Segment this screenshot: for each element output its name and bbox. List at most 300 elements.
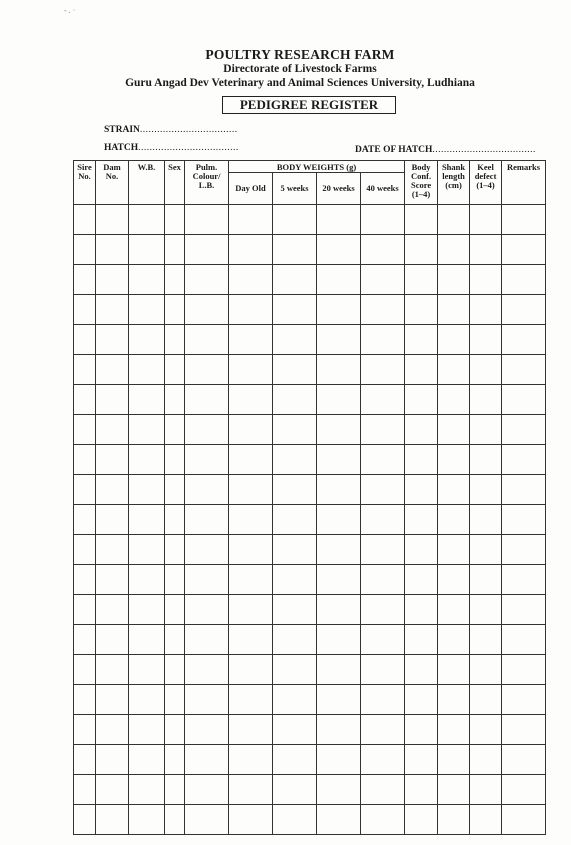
table-row bbox=[74, 265, 546, 295]
table-cell[interactable] bbox=[405, 295, 438, 325]
table-cell[interactable] bbox=[361, 655, 405, 685]
table-cell[interactable] bbox=[96, 595, 129, 625]
table-cell[interactable] bbox=[502, 475, 546, 505]
table-cell[interactable] bbox=[438, 505, 470, 535]
table-cell[interactable] bbox=[317, 505, 361, 535]
table-cell[interactable] bbox=[502, 685, 546, 715]
table-cell[interactable] bbox=[165, 505, 185, 535]
table-cell[interactable] bbox=[502, 745, 546, 775]
table-cell[interactable] bbox=[229, 205, 273, 235]
table-cell[interactable] bbox=[438, 655, 470, 685]
table-cell[interactable] bbox=[317, 805, 361, 835]
table-cell[interactable] bbox=[185, 415, 229, 445]
table-cell[interactable] bbox=[361, 325, 405, 355]
hatch-label: HATCH bbox=[104, 143, 139, 153]
table-cell[interactable] bbox=[74, 565, 96, 595]
table-cell[interactable] bbox=[470, 325, 502, 355]
table-cell[interactable] bbox=[470, 655, 502, 685]
table-cell[interactable] bbox=[165, 685, 185, 715]
table-cell[interactable] bbox=[229, 265, 273, 295]
table-cell[interactable] bbox=[74, 685, 96, 715]
table-cell[interactable] bbox=[129, 805, 165, 835]
table-cell[interactable] bbox=[438, 265, 470, 295]
table-cell[interactable] bbox=[165, 715, 185, 745]
table-cell[interactable] bbox=[229, 805, 273, 835]
table-cell[interactable] bbox=[273, 235, 317, 265]
table-cell[interactable] bbox=[317, 775, 361, 805]
table-cell[interactable] bbox=[96, 535, 129, 565]
table-cell[interactable] bbox=[361, 415, 405, 445]
table-cell[interactable] bbox=[438, 325, 470, 355]
table-cell[interactable] bbox=[273, 295, 317, 325]
table-cell[interactable] bbox=[470, 775, 502, 805]
table-cell[interactable] bbox=[96, 805, 129, 835]
table-cell[interactable] bbox=[438, 745, 470, 775]
table-row bbox=[74, 445, 546, 475]
strain-field[interactable] bbox=[104, 125, 238, 135]
table-cell[interactable] bbox=[361, 715, 405, 745]
table-cell[interactable] bbox=[129, 295, 165, 325]
table-cell[interactable] bbox=[317, 445, 361, 475]
table-cell[interactable] bbox=[96, 205, 129, 235]
table-cell[interactable] bbox=[185, 325, 229, 355]
table-cell[interactable] bbox=[74, 745, 96, 775]
table-cell[interactable] bbox=[185, 805, 229, 835]
table-cell[interactable] bbox=[74, 415, 96, 445]
table-cell[interactable] bbox=[74, 505, 96, 535]
table-cell[interactable] bbox=[317, 565, 361, 595]
table-cell[interactable] bbox=[317, 655, 361, 685]
table-cell[interactable] bbox=[74, 805, 96, 835]
col-shank-length: Shank length (cm) bbox=[438, 161, 470, 205]
table-cell[interactable] bbox=[229, 445, 273, 475]
table-cell[interactable] bbox=[185, 685, 229, 715]
table-row bbox=[74, 775, 546, 805]
table-cell[interactable] bbox=[129, 415, 165, 445]
col-remarks: Remarks bbox=[502, 161, 546, 205]
table-cell[interactable] bbox=[361, 295, 405, 325]
table-cell[interactable] bbox=[273, 535, 317, 565]
table-cell[interactable] bbox=[229, 385, 273, 415]
table-cell[interactable] bbox=[317, 715, 361, 745]
table-cell[interactable] bbox=[273, 205, 317, 235]
table-cell[interactable] bbox=[185, 655, 229, 685]
table-cell[interactable] bbox=[129, 505, 165, 535]
table-cell[interactable] bbox=[185, 205, 229, 235]
table-cell[interactable] bbox=[405, 205, 438, 235]
table-cell[interactable] bbox=[129, 265, 165, 295]
table-cell[interactable] bbox=[165, 775, 185, 805]
table-cell[interactable] bbox=[317, 265, 361, 295]
table-cell[interactable] bbox=[165, 565, 185, 595]
table-cell[interactable] bbox=[129, 745, 165, 775]
table-cell[interactable] bbox=[405, 265, 438, 295]
table-cell[interactable] bbox=[96, 685, 129, 715]
table-cell[interactable] bbox=[74, 385, 96, 415]
table-cell[interactable] bbox=[129, 235, 165, 265]
table-row bbox=[74, 715, 546, 745]
table-cell[interactable] bbox=[502, 595, 546, 625]
table-cell[interactable] bbox=[361, 505, 405, 535]
table-cell[interactable] bbox=[96, 295, 129, 325]
table-cell[interactable] bbox=[438, 445, 470, 475]
table-cell[interactable] bbox=[470, 745, 502, 775]
table-cell[interactable] bbox=[317, 205, 361, 235]
table-cell[interactable] bbox=[405, 325, 438, 355]
table-cell[interactable] bbox=[502, 565, 546, 595]
table-cell[interactable] bbox=[317, 685, 361, 715]
col-sex: Sex bbox=[165, 161, 185, 205]
table-cell[interactable] bbox=[405, 235, 438, 265]
table-cell[interactable] bbox=[165, 445, 185, 475]
table-cell[interactable] bbox=[361, 595, 405, 625]
table-cell[interactable] bbox=[405, 355, 438, 385]
table-cell[interactable] bbox=[438, 595, 470, 625]
table-cell[interactable] bbox=[273, 715, 317, 745]
table-cell[interactable] bbox=[438, 685, 470, 715]
table-cell[interactable] bbox=[361, 475, 405, 505]
table-cell[interactable] bbox=[317, 535, 361, 565]
table-cell[interactable] bbox=[129, 625, 165, 655]
table-cell[interactable] bbox=[96, 745, 129, 775]
date-of-hatch-field[interactable] bbox=[355, 145, 536, 155]
table-row bbox=[74, 535, 546, 565]
table-cell[interactable] bbox=[502, 805, 546, 835]
table-cell[interactable] bbox=[502, 535, 546, 565]
table-cell[interactable] bbox=[361, 775, 405, 805]
table-cell[interactable] bbox=[317, 325, 361, 355]
table-cell[interactable] bbox=[405, 625, 438, 655]
table-cell[interactable] bbox=[273, 595, 317, 625]
table-cell[interactable] bbox=[273, 445, 317, 475]
table-cell[interactable] bbox=[229, 475, 273, 505]
table-cell[interactable] bbox=[470, 265, 502, 295]
table-cell[interactable] bbox=[273, 265, 317, 295]
table-cell[interactable] bbox=[273, 475, 317, 505]
table-cell[interactable] bbox=[185, 355, 229, 385]
table-cell[interactable] bbox=[165, 235, 185, 265]
table-cell[interactable] bbox=[96, 625, 129, 655]
table-cell[interactable] bbox=[470, 355, 502, 385]
table-cell[interactable] bbox=[185, 535, 229, 565]
table-cell[interactable] bbox=[361, 385, 405, 415]
table-cell[interactable] bbox=[273, 625, 317, 655]
table-cell[interactable] bbox=[502, 235, 546, 265]
table-cell[interactable] bbox=[129, 475, 165, 505]
strain-label: STRAIN bbox=[104, 125, 140, 135]
table-cell[interactable] bbox=[129, 685, 165, 715]
table-cell[interactable] bbox=[405, 415, 438, 445]
table-cell[interactable] bbox=[185, 265, 229, 295]
table-cell[interactable] bbox=[129, 595, 165, 625]
table-cell[interactable] bbox=[129, 565, 165, 595]
table-cell[interactable] bbox=[185, 505, 229, 535]
table-cell[interactable] bbox=[229, 535, 273, 565]
table-cell[interactable] bbox=[361, 355, 405, 385]
table-cell[interactable] bbox=[165, 655, 185, 685]
table-cell[interactable] bbox=[229, 775, 273, 805]
table-cell[interactable] bbox=[361, 445, 405, 475]
table-cell[interactable] bbox=[185, 715, 229, 745]
table-cell[interactable] bbox=[129, 445, 165, 475]
table-cell[interactable] bbox=[470, 565, 502, 595]
table-row bbox=[74, 355, 546, 385]
table-cell[interactable] bbox=[405, 505, 438, 535]
table-cell[interactable] bbox=[273, 805, 317, 835]
table-cell[interactable] bbox=[74, 265, 96, 295]
table-cell[interactable] bbox=[438, 475, 470, 505]
table-cell[interactable] bbox=[74, 475, 96, 505]
table-cell[interactable] bbox=[229, 565, 273, 595]
table-cell[interactable] bbox=[470, 385, 502, 415]
table-cell[interactable] bbox=[361, 535, 405, 565]
table-cell[interactable] bbox=[96, 385, 129, 415]
table-cell[interactable] bbox=[405, 805, 438, 835]
table-row bbox=[74, 625, 546, 655]
table-cell[interactable] bbox=[438, 205, 470, 235]
table-cell[interactable] bbox=[165, 355, 185, 385]
table-row bbox=[74, 595, 546, 625]
table-cell[interactable] bbox=[129, 205, 165, 235]
table-cell[interactable] bbox=[405, 595, 438, 625]
table-cell[interactable] bbox=[229, 655, 273, 685]
table-cell[interactable] bbox=[502, 205, 546, 235]
table-cell[interactable] bbox=[361, 565, 405, 595]
table-cell[interactable] bbox=[165, 535, 185, 565]
table-cell[interactable] bbox=[229, 685, 273, 715]
table-cell[interactable] bbox=[273, 415, 317, 445]
table-cell[interactable] bbox=[185, 775, 229, 805]
table-cell[interactable] bbox=[129, 715, 165, 745]
table-cell[interactable] bbox=[438, 625, 470, 655]
table-cell[interactable] bbox=[470, 445, 502, 475]
col-40-weeks: 40 weeks bbox=[361, 173, 405, 205]
table-cell[interactable] bbox=[361, 745, 405, 775]
table-cell[interactable] bbox=[273, 505, 317, 535]
table-cell[interactable] bbox=[502, 355, 546, 385]
table-cell[interactable] bbox=[438, 355, 470, 385]
table-cell[interactable] bbox=[96, 415, 129, 445]
table-cell[interactable] bbox=[74, 205, 96, 235]
col-body-weights: BODY WEIGHTS (g) bbox=[229, 161, 405, 173]
table-cell[interactable] bbox=[185, 235, 229, 265]
table-cell[interactable] bbox=[438, 385, 470, 415]
table-cell[interactable] bbox=[96, 715, 129, 745]
table-cell[interactable] bbox=[405, 685, 438, 715]
table-cell[interactable] bbox=[273, 655, 317, 685]
table-cell[interactable] bbox=[317, 235, 361, 265]
table-cell[interactable] bbox=[74, 355, 96, 385]
table-cell[interactable] bbox=[502, 655, 546, 685]
table-cell[interactable] bbox=[470, 805, 502, 835]
table-cell[interactable] bbox=[470, 595, 502, 625]
table-cell[interactable] bbox=[361, 235, 405, 265]
table-cell[interactable] bbox=[229, 325, 273, 355]
table-cell[interactable] bbox=[405, 535, 438, 565]
table-cell[interactable] bbox=[96, 355, 129, 385]
table-cell[interactable] bbox=[438, 565, 470, 595]
table-cell[interactable] bbox=[185, 625, 229, 655]
table-cell[interactable] bbox=[361, 625, 405, 655]
table-cell[interactable] bbox=[74, 235, 96, 265]
table-cell[interactable] bbox=[502, 715, 546, 745]
table-cell[interactable] bbox=[165, 265, 185, 295]
table-cell[interactable] bbox=[438, 415, 470, 445]
table-cell[interactable] bbox=[405, 715, 438, 745]
table-row bbox=[74, 685, 546, 715]
table-cell[interactable] bbox=[129, 385, 165, 415]
table-cell[interactable] bbox=[129, 355, 165, 385]
table-cell[interactable] bbox=[229, 295, 273, 325]
table-cell[interactable] bbox=[361, 685, 405, 715]
table-cell[interactable] bbox=[165, 805, 185, 835]
table-cell[interactable] bbox=[96, 445, 129, 475]
table-cell[interactable] bbox=[96, 475, 129, 505]
table-cell[interactable] bbox=[317, 385, 361, 415]
table-cell[interactable] bbox=[405, 775, 438, 805]
table-cell[interactable] bbox=[502, 505, 546, 535]
table-row bbox=[74, 235, 546, 265]
table-cell[interactable] bbox=[74, 295, 96, 325]
table-cell[interactable] bbox=[317, 595, 361, 625]
table-cell[interactable] bbox=[273, 565, 317, 595]
table-cell[interactable] bbox=[317, 295, 361, 325]
table-cell[interactable] bbox=[185, 385, 229, 415]
table-cell[interactable] bbox=[129, 655, 165, 685]
table-cell[interactable] bbox=[438, 535, 470, 565]
table-cell[interactable] bbox=[74, 325, 96, 355]
table-cell[interactable] bbox=[74, 535, 96, 565]
table-cell[interactable] bbox=[273, 775, 317, 805]
table-cell[interactable] bbox=[74, 655, 96, 685]
table-cell[interactable] bbox=[96, 235, 129, 265]
table-cell[interactable] bbox=[165, 295, 185, 325]
strain-dots: .................................. bbox=[139, 125, 238, 135]
table-cell[interactable] bbox=[273, 745, 317, 775]
table-cell[interactable] bbox=[438, 805, 470, 835]
table-cell[interactable] bbox=[185, 295, 229, 325]
table-cell[interactable] bbox=[361, 805, 405, 835]
table-cell[interactable] bbox=[502, 295, 546, 325]
table-cell[interactable] bbox=[470, 505, 502, 535]
table-cell[interactable] bbox=[273, 325, 317, 355]
table-cell[interactable] bbox=[317, 625, 361, 655]
table-cell[interactable] bbox=[229, 715, 273, 745]
table-cell[interactable] bbox=[405, 565, 438, 595]
table-cell[interactable] bbox=[165, 325, 185, 355]
table-cell[interactable] bbox=[165, 205, 185, 235]
table-cell[interactable] bbox=[185, 475, 229, 505]
table-cell[interactable] bbox=[317, 475, 361, 505]
table-cell[interactable] bbox=[96, 775, 129, 805]
table-cell[interactable] bbox=[405, 745, 438, 775]
table-cell[interactable] bbox=[74, 775, 96, 805]
table-cell[interactable] bbox=[165, 745, 185, 775]
table-row bbox=[74, 325, 546, 355]
table-cell[interactable] bbox=[405, 475, 438, 505]
table-cell[interactable] bbox=[229, 235, 273, 265]
table-cell[interactable] bbox=[74, 715, 96, 745]
table-cell[interactable] bbox=[96, 265, 129, 295]
table-cell[interactable] bbox=[438, 715, 470, 745]
table-cell[interactable] bbox=[502, 625, 546, 655]
table-cell[interactable] bbox=[96, 565, 129, 595]
table-cell[interactable] bbox=[185, 745, 229, 775]
table-cell[interactable] bbox=[361, 205, 405, 235]
table-cell[interactable] bbox=[165, 625, 185, 655]
table-cell[interactable] bbox=[185, 595, 229, 625]
table-cell[interactable] bbox=[273, 355, 317, 385]
table-cell[interactable] bbox=[405, 445, 438, 475]
table-cell[interactable] bbox=[502, 775, 546, 805]
table-cell[interactable] bbox=[502, 445, 546, 475]
table-cell[interactable] bbox=[470, 475, 502, 505]
table-cell[interactable] bbox=[502, 265, 546, 295]
col-wb: W.B. bbox=[129, 161, 165, 205]
table-cell[interactable] bbox=[470, 205, 502, 235]
table-cell[interactable] bbox=[470, 295, 502, 325]
table-cell[interactable] bbox=[502, 415, 546, 445]
table-cell[interactable] bbox=[470, 685, 502, 715]
table-cell[interactable] bbox=[96, 325, 129, 355]
table-cell[interactable] bbox=[96, 655, 129, 685]
table-cell[interactable] bbox=[185, 565, 229, 595]
table-row bbox=[74, 745, 546, 775]
table-cell[interactable] bbox=[229, 355, 273, 385]
table-cell[interactable] bbox=[273, 385, 317, 415]
table-cell[interactable] bbox=[185, 445, 229, 475]
table-cell[interactable] bbox=[317, 415, 361, 445]
table-cell[interactable] bbox=[129, 775, 165, 805]
table-cell[interactable] bbox=[470, 415, 502, 445]
table-cell[interactable] bbox=[470, 625, 502, 655]
table-cell[interactable] bbox=[273, 685, 317, 715]
table-cell[interactable] bbox=[438, 235, 470, 265]
table-cell[interactable] bbox=[470, 535, 502, 565]
table-cell[interactable] bbox=[129, 325, 165, 355]
table-cell[interactable] bbox=[165, 475, 185, 505]
table-cell[interactable] bbox=[470, 715, 502, 745]
table-cell[interactable] bbox=[96, 505, 129, 535]
col-dam-no: Dam No. bbox=[96, 161, 129, 205]
table-cell[interactable] bbox=[361, 265, 405, 295]
table-cell[interactable] bbox=[229, 595, 273, 625]
table-cell[interactable] bbox=[229, 625, 273, 655]
scan-mark: - . · bbox=[64, 6, 76, 15]
col-20-weeks: 20 weeks bbox=[317, 173, 361, 205]
table-cell[interactable] bbox=[74, 625, 96, 655]
table-cell[interactable] bbox=[74, 445, 96, 475]
table-cell[interactable] bbox=[502, 325, 546, 355]
table-cell[interactable] bbox=[165, 595, 185, 625]
table-cell[interactable] bbox=[317, 355, 361, 385]
table-cell[interactable] bbox=[438, 775, 470, 805]
hatch-field[interactable] bbox=[104, 143, 239, 153]
table-cell[interactable] bbox=[405, 385, 438, 415]
table-cell[interactable] bbox=[317, 745, 361, 775]
table-cell[interactable] bbox=[470, 235, 502, 265]
table-cell[interactable] bbox=[502, 385, 546, 415]
table-cell[interactable] bbox=[438, 295, 470, 325]
table-cell[interactable] bbox=[229, 505, 273, 535]
table-cell[interactable] bbox=[405, 655, 438, 685]
table-cell[interactable] bbox=[229, 415, 273, 445]
table-cell[interactable] bbox=[165, 385, 185, 415]
table-cell[interactable] bbox=[74, 595, 96, 625]
table-cell[interactable] bbox=[165, 415, 185, 445]
table-cell[interactable] bbox=[229, 745, 273, 775]
table-cell[interactable] bbox=[129, 535, 165, 565]
